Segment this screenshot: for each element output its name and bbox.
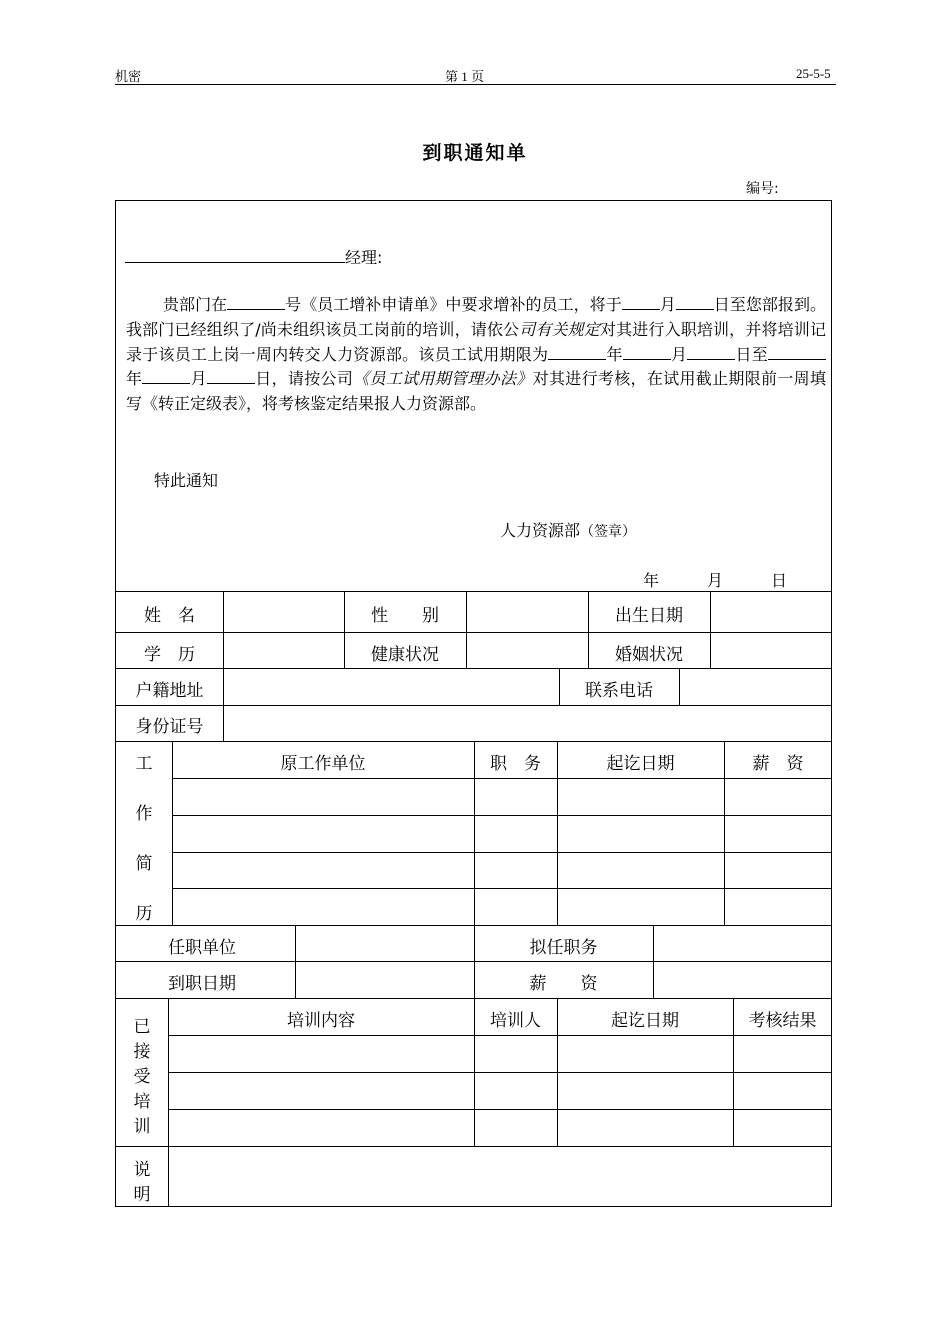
letter-text: 公 <box>503 319 520 339</box>
training-header-period: 起讫日期 <box>611 1011 679 1031</box>
work-history-row[interactable] <box>173 779 832 815</box>
document-title: 到职通知单 <box>422 142 528 164</box>
letter-text: 年 <box>126 369 143 389</box>
training-side-label-3: 受 <box>133 1067 151 1087</box>
phone-field[interactable] <box>680 669 832 705</box>
signer: 人力资源部 <box>500 521 581 540</box>
signature-date <box>643 568 787 591</box>
id-number-field[interactable] <box>224 706 832 741</box>
work-history-row[interactable] <box>173 889 832 925</box>
probation-end-month-blank[interactable] <box>142 369 190 384</box>
work-header-period: 起讫日期 <box>606 754 675 774</box>
work-side-label-2: 作 <box>135 804 153 824</box>
training-row[interactable] <box>169 1110 832 1146</box>
birth-date-field[interactable] <box>711 592 832 632</box>
signer-note: （签章） <box>580 524 637 540</box>
letter-text: 月 <box>670 344 688 364</box>
remarks-label-1: 说 <box>133 1160 151 1180</box>
letter-body <box>126 293 826 417</box>
work-side-label-3: 简 <box>135 854 153 874</box>
manager-line <box>125 245 382 268</box>
remarks-field[interactable] <box>169 1147 832 1206</box>
probation-start-year-blank[interactable] <box>548 345 606 360</box>
header-page-number: 第 1 页 <box>445 69 485 84</box>
label-name: 姓 名 <box>144 606 195 626</box>
letter-text: 号《员工增补申请单》中要求增补的员工，将于 <box>285 295 622 314</box>
work-header-salary: 薪 资 <box>752 754 804 774</box>
training-header-trainer: 培训人 <box>490 1011 541 1031</box>
health-field[interactable] <box>467 633 588 668</box>
letter-text: 日，请按公司 <box>254 369 354 389</box>
gender-field[interactable] <box>467 592 588 632</box>
form-frame <box>115 200 832 1207</box>
training-row[interactable] <box>169 1036 832 1072</box>
training-header-result: 考核结果 <box>748 1011 817 1031</box>
probation-end-year-blank[interactable] <box>768 345 826 360</box>
label-id-number: 身份证号 <box>135 717 204 737</box>
date-year: 年 <box>643 571 660 590</box>
letter-text: 年 <box>606 344 623 364</box>
report-day-blank[interactable] <box>676 295 714 310</box>
notice-letter <box>116 201 833 592</box>
header-confidential: 机密 <box>115 69 142 84</box>
header-rule <box>115 84 836 85</box>
letter-text: 对其进行入职培训，并将培训记录于该员工上岗一周内转交人力资源部。该员工试用期限为 <box>126 319 826 364</box>
marital-status-field[interactable] <box>711 633 832 668</box>
hukou-address-field[interactable] <box>224 669 559 705</box>
letter-text: 贵部门在 <box>163 295 228 314</box>
remarks-label-2: 明 <box>133 1185 151 1205</box>
label-health: 健康状况 <box>371 645 439 665</box>
training-side-label-1: 已 <box>133 1017 151 1037</box>
label-intended-post: 拟任职务 <box>529 938 598 958</box>
signature-line <box>500 518 636 541</box>
work-header-company: 原工作单位 <box>280 754 366 774</box>
training-side-label-4: 培 <box>133 1092 151 1112</box>
letter-text: 对其进行考核，在试用截止期限前一周填写《转正定级表》，将考核鉴定结果报人力资源部。 <box>126 369 826 414</box>
header-date: 25-5-5 <box>796 66 831 81</box>
serial-number-label: 编号: <box>746 181 779 197</box>
label-hukou-address: 户籍地址 <box>135 681 204 701</box>
work-history-row[interactable] <box>173 816 832 852</box>
work-side-label-1: 工 <box>135 754 153 774</box>
label-salary: 薪 资 <box>529 974 598 994</box>
work-header-title: 职 务 <box>490 754 541 774</box>
letter-text: 月 <box>190 369 207 389</box>
label-education: 学 历 <box>144 645 195 665</box>
name-field[interactable] <box>224 592 344 632</box>
label-birth-date: 出生日期 <box>615 606 683 626</box>
probation-end-day-blank[interactable] <box>207 369 255 384</box>
assigned-unit-field[interactable] <box>296 926 474 961</box>
training-side-label-5: 训 <box>133 1117 151 1137</box>
education-field[interactable] <box>224 633 344 668</box>
label-gender: 性 别 <box>371 606 439 626</box>
request-number-blank[interactable] <box>227 295 285 310</box>
work-side-label-4: 历 <box>135 904 153 924</box>
intended-post-field[interactable] <box>654 926 832 961</box>
label-phone: 联系电话 <box>585 681 653 701</box>
label-marital-status: 婚姻状况 <box>615 645 683 665</box>
work-history-row[interactable] <box>173 853 832 888</box>
label-assigned-unit: 任职单位 <box>168 938 236 958</box>
notice-line: 特此通知 <box>154 471 219 490</box>
salary-field[interactable] <box>654 962 832 998</box>
letter-text: 日至 <box>735 344 768 364</box>
letter-text: 司有关规定 <box>519 319 600 339</box>
label-start-date: 到职日期 <box>168 974 236 994</box>
letter-text: 月 <box>659 295 676 314</box>
start-date-field[interactable] <box>296 962 474 998</box>
probation-start-day-blank[interactable] <box>687 345 735 360</box>
training-header-content: 培训内容 <box>287 1011 355 1031</box>
letter-text: 《员工试用期管理办法》 <box>353 369 533 389</box>
manager-name-blank[interactable] <box>125 248 345 263</box>
training-row[interactable] <box>169 1073 832 1109</box>
probation-start-month-blank[interactable] <box>623 345 671 360</box>
report-month-blank[interactable] <box>622 295 660 310</box>
training-side-label-2: 接 <box>133 1042 151 1062</box>
letter-text: 日至您部报到。我部门已经组织了/尚未组织该员工岗前的培训，请依 <box>126 295 826 339</box>
date-day: 日 <box>771 571 788 590</box>
manager-suffix: 经理: <box>345 248 383 267</box>
date-month: 月 <box>707 571 724 590</box>
